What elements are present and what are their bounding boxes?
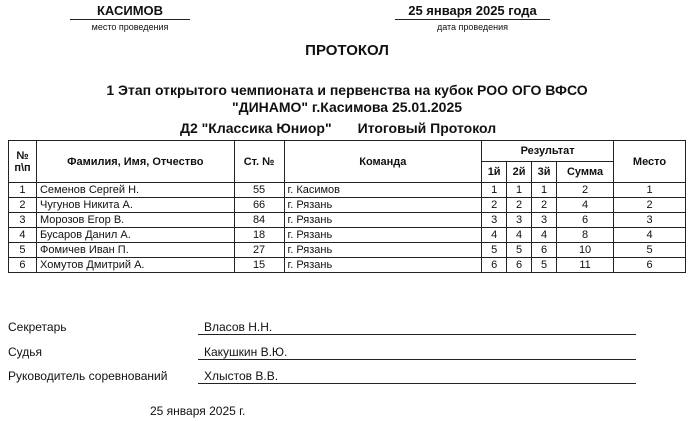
table-row [9, 243, 686, 258]
table-row [9, 228, 686, 243]
signature-line [198, 359, 636, 360]
cell-place: 3 [614, 213, 686, 228]
cell-r1: 2 [482, 198, 507, 213]
cell-r2: 3 [507, 213, 532, 228]
header-num: № п\п [9, 141, 37, 183]
cell-team: г. Рязань [284, 258, 482, 273]
document-title: ПРОТОКОЛ [305, 42, 389, 59]
cell-r1: 5 [482, 243, 507, 258]
cell-team: г. Касимов [284, 183, 482, 198]
cell-r3: 1 [532, 183, 557, 198]
signature-line [198, 383, 636, 384]
cell-num: 2 [9, 198, 37, 213]
cell-r2: 1 [507, 183, 532, 198]
header-place: Место [614, 141, 686, 183]
header-sum: Сумма [557, 162, 614, 183]
header-r3: 3й [532, 162, 557, 183]
cell-team: г. Рязань [284, 213, 482, 228]
cell-r3: 6 [532, 243, 557, 258]
table-row [9, 258, 686, 273]
protocol-type: Итоговый Протокол [357, 120, 497, 136]
cell-sum: 6 [557, 213, 614, 228]
cell-r1: 3 [482, 213, 507, 228]
director-name: Хлыстов В.В. [204, 369, 279, 383]
cell-start: 84 [234, 213, 284, 228]
header-r2: 2й [507, 162, 532, 183]
cell-place: 4 [614, 228, 686, 243]
date-block [395, 3, 550, 32]
venue-block [70, 3, 190, 32]
header-name: Фамилия, Имя, Отчество [36, 141, 234, 183]
cell-start: 18 [234, 228, 284, 243]
cell-r2: 5 [507, 243, 532, 258]
cell-name: Фомичев Иван П. [36, 243, 234, 258]
cell-name: Хомутов Дмитрий А. [36, 258, 234, 273]
secretary-label: Секретарь [8, 320, 67, 334]
cell-r2: 2 [507, 198, 532, 213]
header-result: Результат [482, 141, 614, 162]
cell-sum: 11 [557, 258, 614, 273]
cell-name: Морозов Егор В. [36, 213, 234, 228]
cell-sum: 10 [557, 243, 614, 258]
table-row [9, 213, 686, 228]
cell-name: Семенов Сергей Н. [36, 183, 234, 198]
header-start: Ст. № [234, 141, 284, 183]
event-title-line2: "ДИНАМО" г.Касимова 25.01.2025 [231, 99, 463, 115]
venue-label: место проведения [91, 22, 169, 32]
cell-sum: 4 [557, 198, 614, 213]
judge-name: Какушкин В.Ю. [204, 345, 288, 359]
cell-place: 5 [614, 243, 686, 258]
cell-team: г. Рязань [284, 198, 482, 213]
event-date-label: дата проведения [436, 22, 509, 32]
cell-place: 6 [614, 258, 686, 273]
results-table [8, 140, 686, 273]
cell-start: 55 [234, 183, 284, 198]
cell-num: 1 [9, 183, 37, 198]
category-name: Д2 "Классика Юниор" [180, 120, 332, 136]
cell-name: Чугунов Никита А. [36, 198, 234, 213]
cell-team: г. Рязань [284, 228, 482, 243]
footer-date: 25 января 2025 г. [150, 404, 246, 418]
table-row [9, 183, 686, 198]
venue-city: КАСИМОВ [70, 3, 190, 20]
cell-r1: 1 [482, 183, 507, 198]
cell-num: 5 [9, 243, 37, 258]
table-row [9, 198, 686, 213]
cell-place: 1 [614, 183, 686, 198]
cell-r2: 4 [507, 228, 532, 243]
cell-r1: 6 [482, 258, 507, 273]
signature-line [198, 334, 636, 335]
cell-start: 15 [234, 258, 284, 273]
header-team: Команда [284, 141, 482, 183]
header-r1: 1й [482, 162, 507, 183]
cell-place: 2 [614, 198, 686, 213]
cell-r3: 5 [532, 258, 557, 273]
director-label: Руководитель соревнований [8, 369, 168, 383]
cell-sum: 2 [557, 183, 614, 198]
cell-name: Бусаров Данил А. [36, 228, 234, 243]
cell-num: 4 [9, 228, 37, 243]
cell-r3: 3 [532, 213, 557, 228]
judge-label: Судья [8, 345, 43, 359]
event-title-line1: 1 Этап открытого чемпионата и первенства на кубок РОО ОГО ВФСО [106, 82, 588, 98]
cell-num: 6 [9, 258, 37, 273]
secretary-name: Власов Н.Н. [204, 320, 273, 334]
cell-team: г. Рязань [284, 243, 482, 258]
cell-start: 27 [234, 243, 284, 258]
category-heading [180, 120, 496, 136]
cell-r3: 4 [532, 228, 557, 243]
cell-r2: 6 [507, 258, 532, 273]
event-date: 25 января 2025 года [395, 3, 550, 20]
cell-r1: 4 [482, 228, 507, 243]
cell-start: 66 [234, 198, 284, 213]
cell-sum: 8 [557, 228, 614, 243]
cell-r3: 2 [532, 198, 557, 213]
cell-num: 3 [9, 213, 37, 228]
